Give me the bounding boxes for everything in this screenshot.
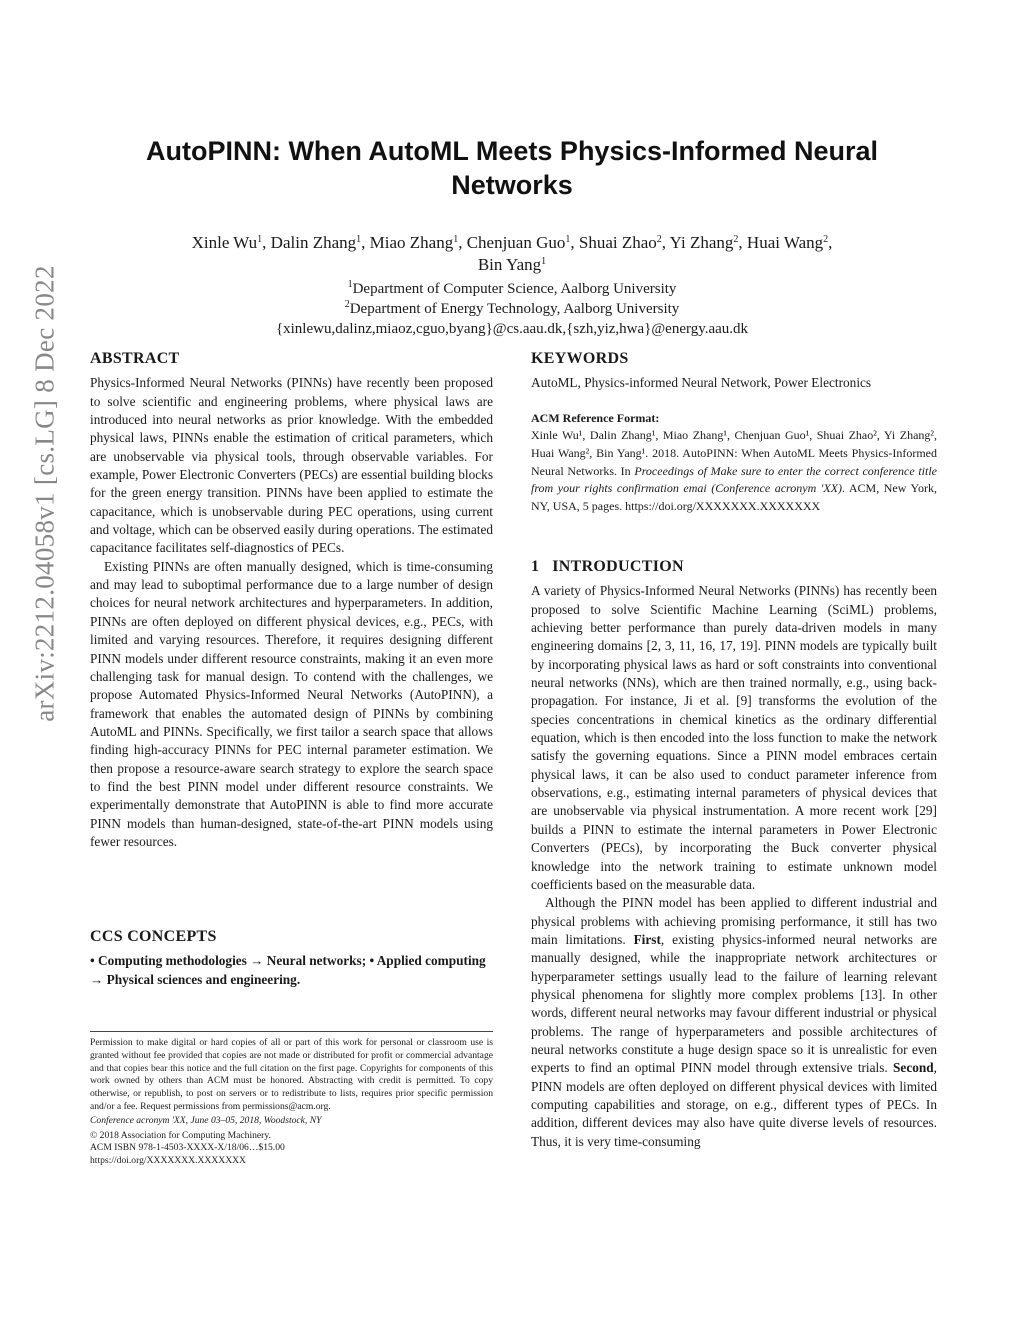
keywords-section: [531, 350, 937, 393]
introduction-section: [531, 558, 937, 1151]
author: [370, 233, 459, 252]
abstract-paragraph: Existing PINNs are often manually designed, which is time-consuming and may lead to suboptimal performance due to a large number of design choices for neural network architectures and hyperparameters. In addition, PINNs are often deployed on different physical devices, e.g., PECs, with limited and varying resources. Therefore, it requires designing different PINN models under different resource constraints, making it an even more challenging task for manual design. To contend with the challenges, we propose Automated Physics-Informed Neural Networks (AutoPINN), a framework that enables the automated design of PINNs by combining AutoML and PINNs. Specifically, we first tailor a search space that allows finding high-accuracy PINNs for PEC internal parameter estimation. We then propose a resource-aware search strategy to explore the search space to find the best PINN model under different resource constraints. We experimentally demonstrate that AutoPINN is able to find more accurate PINN models than human-designed, state-of-the-art PINN models using fewer resources.: [90, 558, 493, 849]
permission-footnote: [90, 1031, 493, 1168]
intro-paragraph-2: [531, 894, 937, 1151]
section-title: INTRODUCTION: [552, 558, 684, 575]
doi-link[interactable]: https://doi.org/XXXXXXX.XXXXXXX: [90, 1155, 246, 1167]
text-segment: Although the PINN model has been applied to different industrial and physical problems with achieving promising performance, it still has two main limitations.: [531, 895, 937, 947]
reference-body: [531, 427, 937, 515]
author-name: Chenjuan Guo: [466, 233, 566, 252]
affiliations: [80, 279, 944, 339]
author: [670, 233, 739, 252]
author-affiliation-mark: 1: [356, 234, 362, 245]
author-emails: {xinlewu,dalinz,miaoz,cguo,byang}@cs.aau.dk,{szh,yiz,hwa}@energy.aau.dk: [275, 321, 749, 337]
conference-info: Conference acronym 'XX, June 03–05, 2018, Woodstock, NY: [90, 1114, 322, 1126]
author-affiliation-mark: 2: [823, 234, 829, 245]
acm-reference-format: [531, 409, 937, 515]
isbn-text: ACM ISBN 978-1-4503-XXXX-X/18/06…$15.00: [90, 1142, 285, 1154]
arxiv-identifier-stamp: arXiv:2212.04058v1 [cs.LG] 8 Dec 2022: [29, 265, 60, 722]
author: [478, 255, 546, 274]
author-name: Yi Zhang: [669, 233, 734, 252]
abstract-heading: ABSTRACT: [90, 350, 180, 367]
author-affiliation-mark: 1: [257, 234, 263, 245]
ccs-heading: CCS CONCEPTS: [90, 928, 217, 945]
reference-heading: ACM Reference Format:: [531, 411, 660, 425]
text-segment: , existing physics-informed neural networks are manually designed, while the inappropriate network architectures or hyperparameter settings usually lead to the failure of learning relevant physical phenomena for slightly more complex problems [13]. In other words, different neural networks may favour different industrial or physical problems. The range of hyperparameters and possible architectures of neural networks constitute a huge design space so it is unrealistic for even experts to find an optimal PINN model through extensive trials.: [531, 931, 937, 1076]
intro-paragraph-1: A variety of Physics-Informed Neural Networks (PINNs) has recently been proposed to solve Scientific Machine Learning (SciML) problems, achieving better performance than purely data-driven models in many engineering domains [2, 3, 11, 16, 17, 19]. PINN models are typically built by incorporating physical laws as hard or soft constraints into conventional neural networks (NNs), which are then trained normally, e.g., using back-propagation. For instance, Ji et al. [9] transforms the evolution of the species concentrations in chemical kinetics as the ordinary differential equation, which is then encoded into the loss function to make the network satisfy the governing equations. Since a PINN model embraces certain physical laws, it can be also used to conduct parameter inference from observations, e.g., estimating internal parameters of physical devices that are unobservable via physical instrumentation. A more recent work [29] builds a PINN to estimate the internal parameters in Power Electronic Converters (PECs), by incorporating the Buck converter physical knowledge into the network training to estimate unknown model coefficients based on the measurable data.: [531, 583, 937, 892]
reference-authors: Xinle Wu¹, Dalin Zhang¹, Miao Zhang¹, Chenjuan Guo¹, Shuai Zhao², Yi Zhang², Huai Wang², Bin Yang¹. 2018. AutoPINN: When AutoML Meets Physics-Informed Neural Networks. In: [531, 428, 937, 478]
author-list: Xinle Wu$^1$, Dalin Zhang$^1$, Miao Zhang$^1$, Chenjuan Guo$^1$, Shuai Zhao$^2$, Yi Zhang$^2$, Huai Wang$^2$, Bin Yang$^1$: [191, 233, 833, 274]
affiliation-mark: 2: [344, 299, 350, 310]
author-name: Huai Wang: [746, 233, 824, 252]
keywords-text: AutoML, Physics-informed Neural Network, Power Electronics: [531, 375, 872, 391]
affiliation-mark: 1: [347, 279, 353, 290]
ccs-concepts-section: [90, 928, 493, 989]
affiliation-1: [80, 279, 944, 299]
affiliation-text: Department of Energy Technology, Aalborg University: [349, 301, 680, 317]
author-affiliation-mark: 1: [565, 234, 571, 245]
author-name: Xinle Wu: [191, 233, 258, 252]
author: [467, 233, 571, 252]
author: [192, 233, 263, 252]
bold-segment: First: [633, 931, 661, 947]
author-affiliation-mark: 2: [656, 234, 662, 245]
keywords-heading: KEYWORDS: [531, 350, 629, 367]
section-number: 1: [531, 558, 540, 575]
ccs-text: • Computing methodologies → Neural networks; • Applied computing → Physical sciences and engineering.: [90, 953, 486, 987]
text-segment: , PINN models are often deployed on different physical devices with limited computing capabilities and storage, on e.g., different types of PECs. In addition, different devices may also have quite diverse levels of resources. Thus, it is very time-consuming: [531, 1060, 937, 1149]
reference-tail: . ACM, New York, NY, USA, 5 pages. https://doi.org/XXXXXXX.XXXXXXX: [531, 481, 937, 513]
abstract-paragraph: Physics-Informed Neural Networks (PINNs) have recently been proposed to solve scientific and engineering problems, where physical laws are introduced into neural networks as prior knowledge. With the embedded physical laws, PINNs enable the estimation of critical parameters, which are unobservable via physical tools, through observable variables. For example, Power Electronic Converters (PECs) are essential building blocks for the green energy transition. PINNs have been applied to estimate the capacitance, which is unobservable during PEC operations, using current and voltage, which can be observed easily during operations. The estimated capacitance facilitates self-diagnostics of PECs.: [90, 375, 493, 556]
author: [271, 233, 361, 252]
paper-title: AutoPINN: When AutoML Meets Physics-Informed Neural Networks: [145, 136, 879, 200]
affiliation-text: Department of Computer Science, Aalborg University: [352, 281, 677, 297]
bold-segment: Second: [893, 1060, 934, 1076]
author: [579, 233, 662, 252]
author-name: Miao Zhang: [369, 233, 454, 252]
permission-text: Permission to make digital or hard copies of all or part of this work for personal or classroom use is granted without fee provided that copies are not made or distributed for profit or commercial advantage and that copies bear this notice and the full citation on the first page. Copyrights for components of this work owned by others than ACM must be honored. Abstracting with credit is permitted. To copy otherwise, or republish, to post on servers or to redistribute to lists, requires prior specific permission and/or a fee. Request permissions from permissions@acm.org.: [90, 1037, 493, 1112]
author-affiliation-mark: 1: [541, 256, 547, 267]
author-name: Shuai Zhao: [578, 233, 657, 252]
affiliation-2: [80, 299, 944, 319]
author-affiliation-mark: 1: [453, 234, 459, 245]
copyright-text: © 2018 Association for Computing Machinery.: [90, 1129, 271, 1141]
author-name: Dalin Zhang: [270, 233, 357, 252]
abstract-section: [90, 350, 493, 851]
author-name: Bin Yang: [477, 255, 542, 274]
author-affiliation-mark: 2: [733, 234, 739, 245]
author: [747, 233, 828, 252]
introduction-heading: [531, 558, 937, 576]
reference-venue: Proceedings of Make sure to enter the correct conference title from your rights confirmation emai (Conference acronym 'XX): [531, 463, 938, 496]
